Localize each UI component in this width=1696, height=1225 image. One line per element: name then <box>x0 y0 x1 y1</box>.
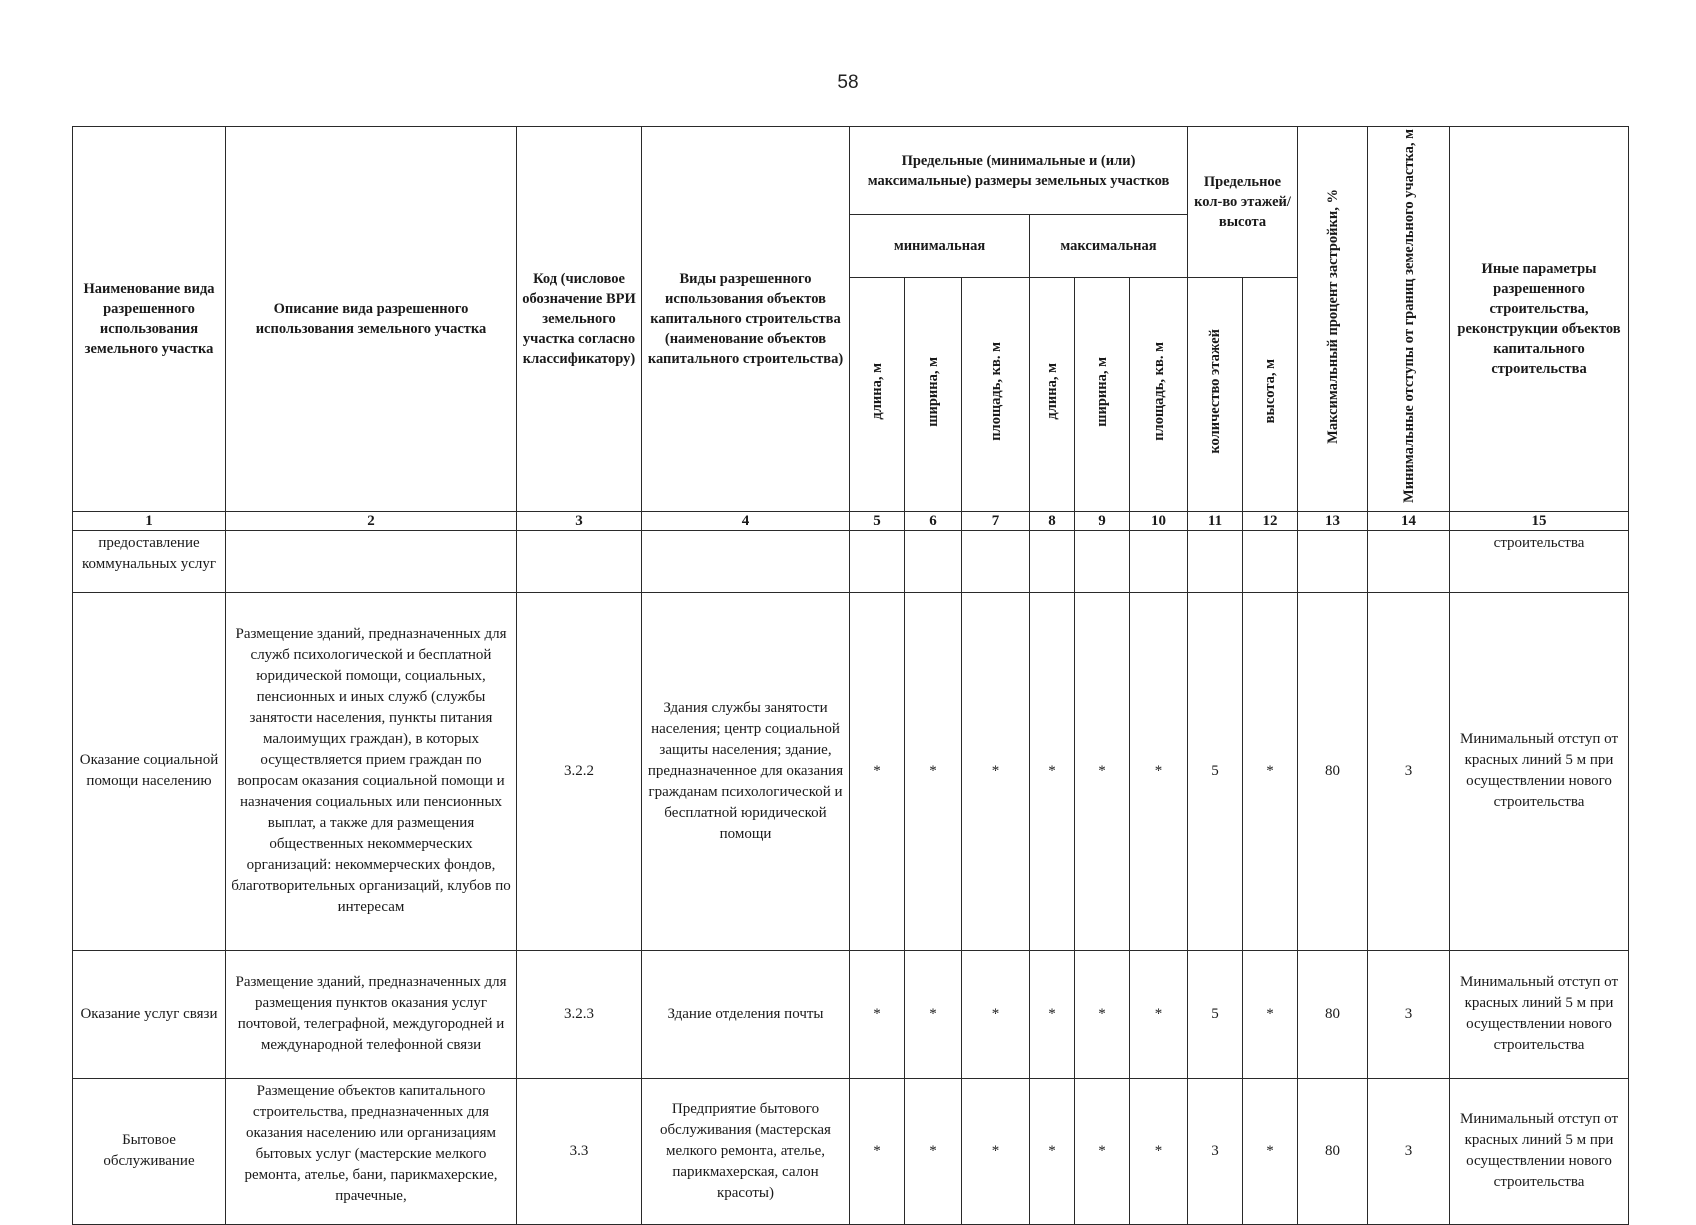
header-max-build-percent: Максимальный процент застройки, % <box>1298 127 1368 512</box>
oks-types: Здание отделения почты <box>642 950 850 1078</box>
min-area: * <box>962 1078 1030 1224</box>
column-number: 9 <box>1075 511 1130 530</box>
header-oks-types: Виды разрешенного использования объектов капитального строительства (наименование объектов капитального строительства) <box>642 127 850 512</box>
min-length <box>850 530 905 592</box>
min-width: * <box>905 592 962 950</box>
vri-description <box>226 530 517 592</box>
column-number: 3 <box>517 511 642 530</box>
header-min-setbacks: Минимальные отступы от границ земельного участка, м <box>1368 127 1450 512</box>
min-area: * <box>962 950 1030 1078</box>
column-number: 14 <box>1368 511 1450 530</box>
column-number: 10 <box>1130 511 1188 530</box>
column-number: 8 <box>1030 511 1075 530</box>
height: * <box>1243 1078 1298 1224</box>
header-minimal: минимальная <box>850 215 1030 278</box>
oks-types: Предприятие бытового обслуживания (мастерская мелкого ремонта, ателье, парикмахерская, салон красоты) <box>642 1078 850 1224</box>
header-plot-sizes: Предельные (минимальные и (или) максимальные) размеры земельных участков <box>850 127 1188 215</box>
header-max-area: площадь, кв. м <box>1130 278 1188 512</box>
vri-name: Бытовое обслуживание <box>73 1078 226 1224</box>
page-number: 58 <box>837 72 859 93</box>
min-length: * <box>850 950 905 1078</box>
max-area: * <box>1130 592 1188 950</box>
table-row <box>73 592 1629 950</box>
vri-description: Размещение зданий, предназначенных для размещения пунктов оказания услуг почтовой, телеграфной, междугородней и международной телефонной связи <box>226 950 517 1078</box>
min-width: * <box>905 1078 962 1224</box>
other-params: Минимальный отступ от красных линий 5 м при осуществлении нового строительства <box>1450 950 1629 1078</box>
floors-count: 5 <box>1188 592 1243 950</box>
oks-types: Здания службы занятости населения; центр социальной защиты населения; здание, предназначенное для оказания гражданам психологической и бесплатной юридической помощи <box>642 592 850 950</box>
column-number: 1 <box>73 511 226 530</box>
min-length: * <box>850 592 905 950</box>
height <box>1243 530 1298 592</box>
header-vri-description: Описание вида разрешенного использования земельного участка <box>226 127 517 512</box>
vri-code: 3.3 <box>517 1078 642 1224</box>
floors-count <box>1188 530 1243 592</box>
max-length: * <box>1030 950 1075 1078</box>
other-params: Минимальный отступ от красных линий 5 м при осуществлении нового строительства <box>1450 1078 1629 1224</box>
other-params: строительства <box>1450 530 1629 592</box>
header-maximal: максимальная <box>1030 215 1188 278</box>
floors-count: 3 <box>1188 1078 1243 1224</box>
header-height: высота, м <box>1243 278 1298 512</box>
column-number: 12 <box>1243 511 1298 530</box>
max-width: * <box>1075 1078 1130 1224</box>
max-build-percent: 80 <box>1298 592 1368 950</box>
max-build-percent <box>1298 530 1368 592</box>
vri-name: Оказание услуг связи <box>73 950 226 1078</box>
vri-name: Оказание социальной помощи населению <box>73 592 226 950</box>
max-length: * <box>1030 1078 1075 1224</box>
column-number: 7 <box>962 511 1030 530</box>
min-width <box>905 530 962 592</box>
min-area <box>962 530 1030 592</box>
header-floors-count: количество этажей <box>1188 278 1243 512</box>
header-min-width: ширина, м <box>905 278 962 512</box>
max-area <box>1130 530 1188 592</box>
column-number: 5 <box>850 511 905 530</box>
header-vri-name: Наименование вида разрешенного использования земельного участка <box>73 127 226 512</box>
column-number: 4 <box>642 511 850 530</box>
column-number-row <box>73 511 1629 530</box>
vri-code <box>517 530 642 592</box>
max-length <box>1030 530 1075 592</box>
max-build-percent: 80 <box>1298 1078 1368 1224</box>
vri-code: 3.2.2 <box>517 592 642 950</box>
max-length: * <box>1030 592 1075 950</box>
column-number: 15 <box>1450 511 1629 530</box>
vri-description: Размещение зданий, предназначенных для служб психологической и бесплатной юридической помощи, социальных, пенсионных и иных служб (службы занятости населения, пункты питания малоимущих граждан), в которых осуществляется прием граждан по вопросам оказания социальной помощи и назначения социальных или пенсионных выплат, а также для размещения общественных некоммерческих организаций: некоммерческих фондов, благотворительных организаций, клубов по интересам <box>226 592 517 950</box>
max-width: * <box>1075 950 1130 1078</box>
min-setback: 3 <box>1368 950 1450 1078</box>
max-width: * <box>1075 592 1130 950</box>
max-area: * <box>1130 950 1188 1078</box>
header-other-params: Иные параметры разрешенного строительства, реконструкции объектов капитального строительства <box>1450 127 1629 512</box>
vri-name: предоставление коммунальных услуг <box>73 530 226 592</box>
column-number: 6 <box>905 511 962 530</box>
min-setback <box>1368 530 1450 592</box>
header-vri-code: Код (числовое обозначение ВРИ земельного участка согласно классификатору) <box>517 127 642 512</box>
vri-description: Размещение объектов капитального строительства, предназначенных для оказания населению или организациям бытовых услуг (мастерские мелкого ремонта, ателье, бани, парикмахерские, прачечные, <box>226 1078 517 1224</box>
vri-code: 3.2.3 <box>517 950 642 1078</box>
min-width: * <box>905 950 962 1078</box>
table-row <box>73 530 1629 592</box>
max-width <box>1075 530 1130 592</box>
min-setback: 3 <box>1368 1078 1450 1224</box>
header-min-length: длина, м <box>850 278 905 512</box>
column-number: 11 <box>1188 511 1243 530</box>
column-number: 13 <box>1298 511 1368 530</box>
max-area: * <box>1130 1078 1188 1224</box>
zoning-regulations-table <box>72 126 1629 1225</box>
min-area: * <box>962 592 1030 950</box>
floors-count: 5 <box>1188 950 1243 1078</box>
column-number: 2 <box>226 511 517 530</box>
header-floors-group: Предельное кол-во этажей/высота <box>1188 127 1298 278</box>
table-row <box>73 1078 1629 1224</box>
header-max-width: ширина, м <box>1075 278 1130 512</box>
oks-types <box>642 530 850 592</box>
max-build-percent: 80 <box>1298 950 1368 1078</box>
header-max-length: длина, м <box>1030 278 1075 512</box>
header-min-area: площадь, кв. м <box>962 278 1030 512</box>
height: * <box>1243 950 1298 1078</box>
min-length: * <box>850 1078 905 1224</box>
min-setback: 3 <box>1368 592 1450 950</box>
other-params: Минимальный отступ от красных линий 5 м при осуществлении нового строительства <box>1450 592 1629 950</box>
table-row <box>73 950 1629 1078</box>
height: * <box>1243 592 1298 950</box>
